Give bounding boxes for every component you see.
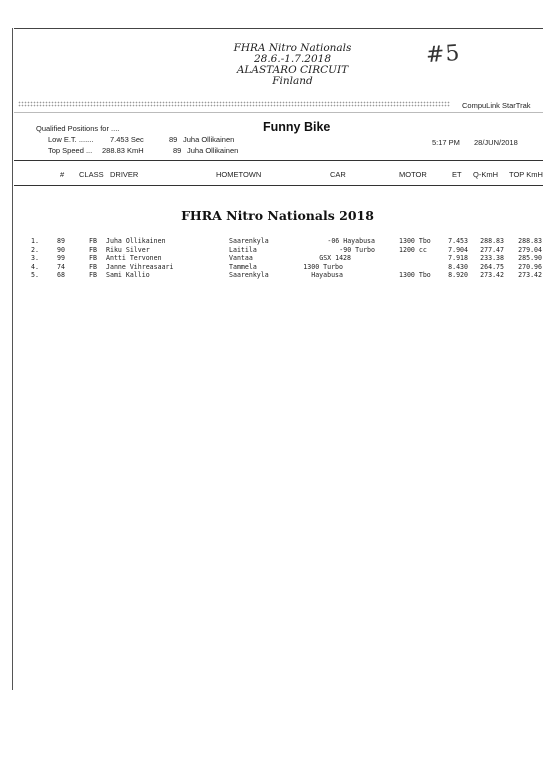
event-dates: 28.6.-1.7.2018 <box>253 53 332 65</box>
cell-num: 89 <box>57 237 65 245</box>
cell-num: 99 <box>57 254 65 263</box>
cell-class: FB <box>89 262 97 271</box>
cell-hometown: Saarenkyla <box>229 237 269 245</box>
cell-topkmh: 279.04 <box>518 245 542 254</box>
brand-label: CompuLink StarTrak <box>462 101 531 110</box>
event-circuit: ALASTARO CIRCUIT <box>236 64 349 76</box>
cell-pos: 1. <box>31 237 39 245</box>
cell-num: 74 <box>57 262 65 271</box>
header-rule-bottom <box>14 185 543 186</box>
table-row <box>0 271 557 280</box>
top-speed-driver: Juha Ollikainen <box>187 146 239 155</box>
cell-qkmh: 273.42 <box>480 271 504 280</box>
cell-motor: 1300 Tbo <box>399 237 431 245</box>
event-name: FHRA Nitro Nationals <box>233 42 352 54</box>
cell-hometown: Saarenkyla <box>229 271 269 280</box>
cell-et: 7.453 <box>448 237 468 245</box>
separator-rule <box>14 112 543 113</box>
event-country: Finland <box>272 75 313 87</box>
cell-class: FB <box>89 237 97 245</box>
cell-et: 7.918 <box>448 254 468 263</box>
cell-topkmh: 288.83 <box>518 237 542 245</box>
report-date: 28/JUN/2018 <box>474 138 518 147</box>
col-driver: DRIVER <box>110 170 139 179</box>
cell-et: 8.920 <box>448 271 468 280</box>
col-car: CAR <box>330 170 346 179</box>
header-rule-top <box>14 160 543 161</box>
cell-car: -06 Hayabusa <box>327 237 375 245</box>
col-topkmh: TOP KmH <box>509 170 543 179</box>
top-speed-label: Top Speed ... <box>48 146 93 155</box>
cell-driver: Juha Ollikainen <box>106 237 166 245</box>
cell-qkmh: 277.47 <box>480 245 504 254</box>
cell-qkmh: 288.83 <box>480 237 504 245</box>
cell-hometown: Vantaa <box>229 254 253 263</box>
report-time: 5:17 PM <box>432 138 460 147</box>
cell-class: FB <box>89 245 97 254</box>
cell-topkmh: 273.42 <box>518 271 542 280</box>
low-et-label: Low E.T. ....... <box>48 135 94 144</box>
cell-driver: Janne Vihreasaari <box>106 262 174 271</box>
cell-car: -90 Turbo <box>339 245 375 254</box>
cell-num: 90 <box>57 245 65 254</box>
cell-pos: 2. <box>31 245 39 254</box>
col-hometown: HOMETOWN <box>216 170 262 179</box>
cell-qkmh: 264.75 <box>480 262 504 271</box>
dotted-band <box>18 101 450 107</box>
low-et-driver: Juha Ollikainen <box>183 135 235 144</box>
col-class: CLASS <box>79 170 104 179</box>
cell-pos: 5. <box>31 271 39 280</box>
cell-topkmh: 285.90 <box>518 254 542 263</box>
col-qkmh: Q-KmH <box>473 170 498 179</box>
low-et-car: 89 <box>169 135 178 144</box>
cell-qkmh: 233.38 <box>480 254 504 263</box>
col-motor: MOTOR <box>399 170 427 179</box>
cell-driver: Riku Silver <box>106 245 150 254</box>
top-speed-car: 89 <box>173 146 182 155</box>
cell-class: FB <box>89 271 97 280</box>
top-rule <box>14 28 543 29</box>
cell-hometown: Laitila <box>229 245 257 254</box>
cell-num: 68 <box>57 271 65 280</box>
cell-motor: 1200 cc <box>399 245 427 254</box>
cell-motor: 1300 Tbo <box>399 271 431 280</box>
cell-car: 1300 Turbo <box>303 262 343 271</box>
cell-driver: Antti Tervonen <box>106 254 162 263</box>
cell-et: 8.430 <box>448 262 468 271</box>
cell-pos: 4. <box>31 262 39 271</box>
cell-topkmh: 270.96 <box>518 262 542 271</box>
qualified-heading: Qualified Positions for .... <box>36 124 120 133</box>
results-title: FHRA Nitro Nationals 2018 <box>181 208 374 223</box>
cell-car: Hayabusa <box>311 271 343 280</box>
class-title: Funny Bike <box>263 120 331 134</box>
col-et: ET <box>452 170 462 179</box>
cell-hometown: Tammela <box>229 262 257 271</box>
left-margin-rule <box>12 28 13 690</box>
top-speed-value: 288.83 KmH <box>102 146 144 155</box>
cell-et: 7.904 <box>448 245 468 254</box>
col-num: # <box>60 170 65 179</box>
cell-class: FB <box>89 254 97 263</box>
handwritten-mark: #5 <box>425 40 462 69</box>
cell-car: GSX 1428 <box>319 254 351 263</box>
cell-pos: 3. <box>31 254 39 263</box>
low-et-value: 7.453 Sec <box>110 135 144 144</box>
cell-driver: Sami Kallio <box>106 271 150 280</box>
